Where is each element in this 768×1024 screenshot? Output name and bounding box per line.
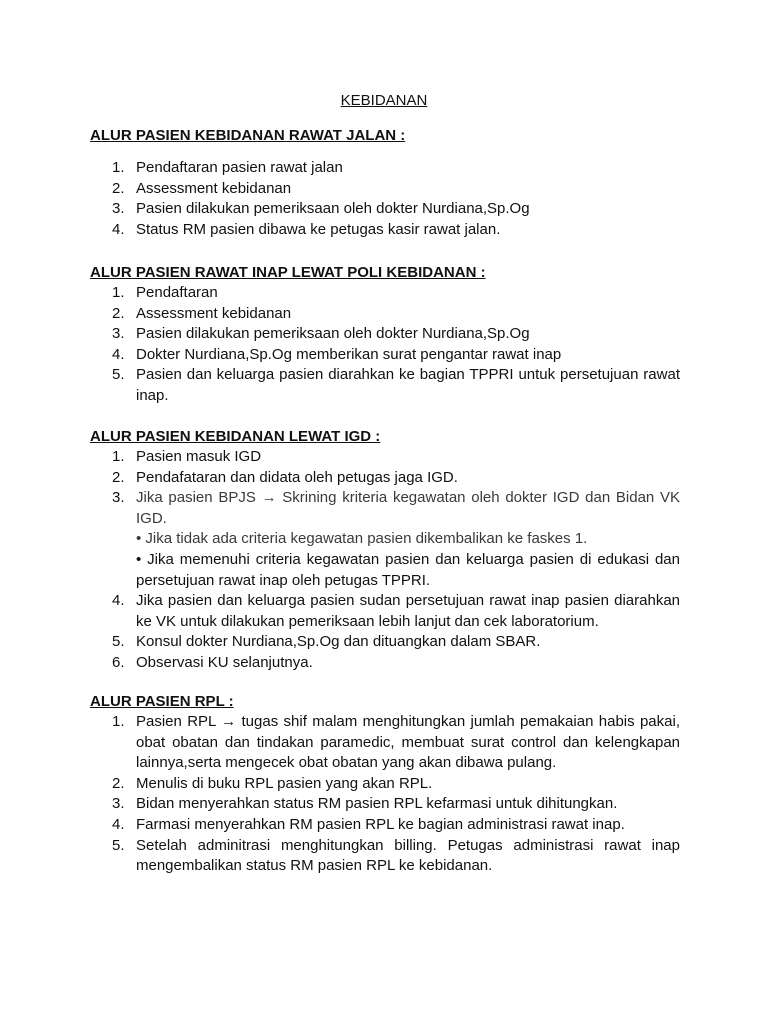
list-item: 6. Observasi KU selanjutnya.: [112, 653, 313, 671]
list-item: 2. Pendafataran dan didata oleh petugas jaga IGD.: [112, 468, 458, 486]
list-item: 3. Jika pasien BPJS → Skrining kriteria kegawatan oleh dokter IGD dan Bidan VK IGD. • Jika tidak ada criteria kegawatan pasien dikembalikan ke faskes 1. • Jika memenuhi criteria kegawatan pasien dan keluarga pasien di edukasi dan persetujuan rawat inap oleh petugas TPPRI.: [90, 488, 680, 591]
step-list: [90, 447, 680, 674]
sub-bullet: • Jika tidak ada criteria kegawatan pasien dikembalikan ke faskes 1.: [136, 530, 588, 548]
list-item: 3. Pasien dilakukan pemeriksaan oleh dokter Nurdiana,Sp.Og: [112, 325, 530, 343]
list-item: 2. Assessment kebidanan: [112, 179, 292, 197]
list-item: 1. Pasien masuk IGD: [112, 448, 262, 465]
list-item: 4. Farmasi menyerahkan RM pasien RPL ke bagian administrasi rawat inap.: [112, 815, 625, 833]
document-title: KEBIDANAN: [340, 92, 428, 109]
step-list: [90, 158, 680, 240]
list-item: 1. Pendaftaran: [112, 284, 218, 301]
list-item: 4. Dokter Nurdiana,Sp.Og memberikan surat pengantar rawat inap: [112, 345, 562, 363]
section-lewat-igd: [90, 427, 680, 674]
section-rawat-jalan: [90, 126, 680, 240]
list-item: 2. Assessment kebidanan: [112, 304, 292, 322]
sub-bullet: • Jika memenuhi criteria kegawatan pasien dan keluarga pasien di edukasi dan persetujuan rawat inap oleh petugas TPPRI.: [136, 550, 680, 589]
list-item: 5. Setelah adminitrasi menghitungkan billing. Petugas administrasi rawat inap mengembalikan status RM pasien RPL ke kebidanan.: [112, 836, 680, 875]
section-rawat-inap-poli: [90, 263, 680, 407]
list-item: 3. Bidan menyerahkan status RM pasien RPL kefarmasi untuk dihitungkan.: [112, 795, 618, 813]
list-item: 3. Pasien dilakukan pemeriksaan oleh dokter Nurdiana,Sp.Og: [112, 200, 530, 218]
list-item: 5. Pasien dan keluarga pasien diarahkan ke bagian TPPRI untuk persetujuan rawat inap.: [112, 366, 680, 404]
section-heading: ALUR PASIEN RPL :: [90, 693, 234, 710]
list-item: 2. Menulis di buku RPL pasien yang akan RPL.: [112, 774, 433, 792]
step-list: [90, 712, 680, 877]
section-heading: ALUR PASIEN RAWAT INAP LEWAT POLI KEBIDANAN :: [90, 264, 486, 281]
list-item: 1. Pendaftaran pasien rawat jalan: [112, 159, 343, 176]
step-list: [90, 283, 680, 407]
section-rpl: [90, 692, 680, 877]
list-item: 5. Konsul dokter Nurdiana,Sp.Og dan dituangkan dalam SBAR.: [112, 633, 541, 651]
section-heading: ALUR PASIEN KEBIDANAN RAWAT JALAN :: [90, 127, 406, 144]
list-item: 4. Status RM pasien dibawa ke petugas kasir rawat jalan.: [112, 220, 501, 238]
list-item: 4. Jika pasien dan keluarga pasien sudan persetujuan rawat inap pasien diarahkan ke VK untuk dilakukan pemeriksaan lebih lanjut dan cek laboratorium.: [112, 592, 680, 630]
section-heading: ALUR PASIEN KEBIDANAN LEWAT IGD :: [90, 428, 381, 445]
list-item: 1. Pasien RPL → tugas shif malam menghitungkan jumlah pemakaian habis pakai, obat obatan dan tindakan paramedic, membuat surat control dan kelengkapan lainnya,serta mengecek obat obatan yang akan dibawa pulang.: [112, 713, 680, 772]
